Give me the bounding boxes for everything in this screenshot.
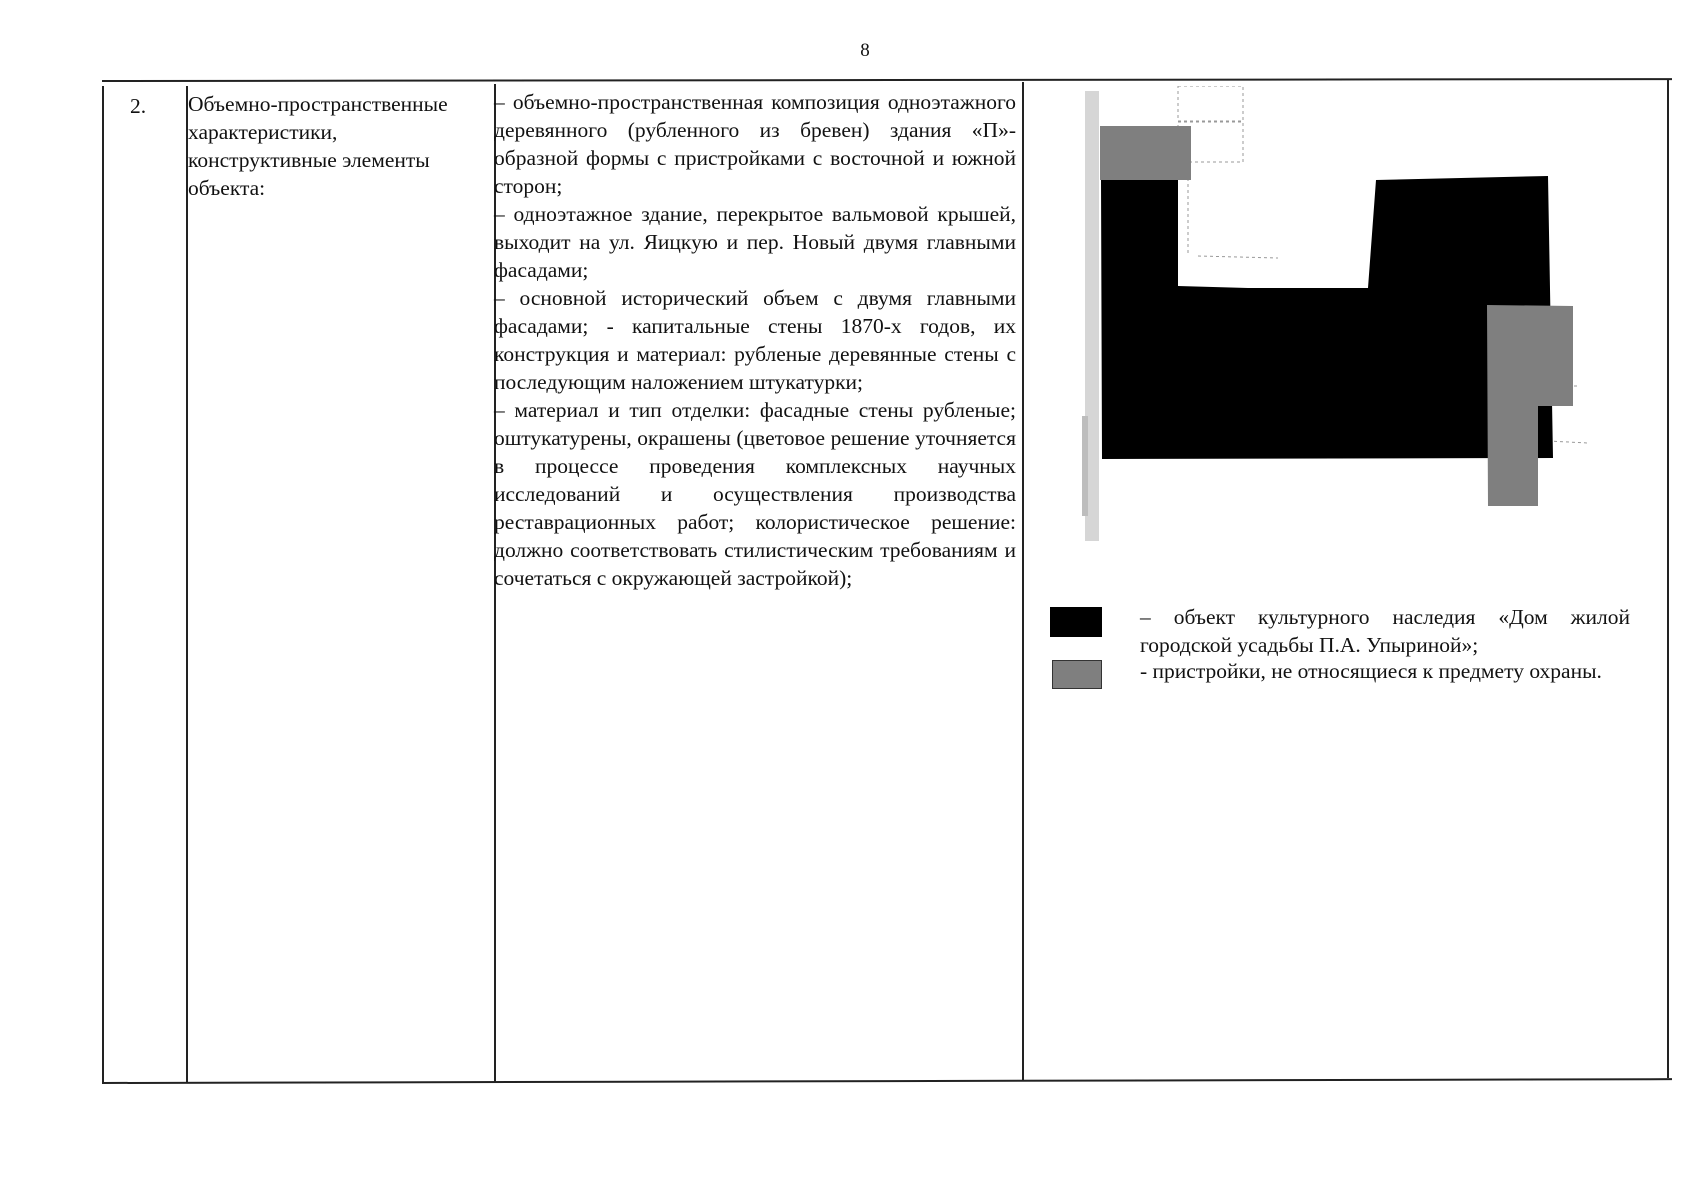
- legend-annex-swatch: [1052, 660, 1102, 689]
- row-number: 2.: [130, 94, 147, 118]
- legend-heritage-text: – объект культурного наследия «Дом жилой городской усадьбы П.А. Упыриной»;: [1140, 605, 1630, 657]
- legend-annex-text: - пристройки, не относящиеся к предмету охраны.: [1140, 659, 1602, 683]
- table-divider-1: [186, 86, 188, 1083]
- building-plan: [1078, 86, 1608, 556]
- annex-east: [1487, 305, 1573, 506]
- annex-north-west: [1100, 126, 1191, 180]
- page-number: 8: [860, 40, 870, 61]
- heritage-building-shape: [1101, 176, 1553, 459]
- table-divider-3: [1022, 82, 1024, 1080]
- table-border-top: [102, 78, 1672, 82]
- description-paragraph: – объемно-пространственная композиция одноэтажного деревянного (рубленного из бревен) здания «П»-образной формы с пристройками с восточной и южной сторон;: [494, 90, 1016, 198]
- plan-scan-strip: [1082, 416, 1088, 516]
- table-border-left: [102, 86, 104, 1084]
- description-paragraph: – основной исторический объем с двумя главными фасадами; - капитальные стены 1870-х годов, их конструкция и материал: рубленые деревянные стены с последующим наложением штукатурки;: [494, 286, 1016, 394]
- description-paragraph: – одноэтажное здание, перекрытое вальмовой крышей, выходит на ул. Яицкую и пер. Новый двумя главными фасадами;: [494, 202, 1016, 282]
- table-border-bottom: [102, 1078, 1672, 1084]
- description-paragraph: – материал и тип отделки: фасадные стены рубленые; оштукатурены, окрашены (цветовое решение уточняется в процессе проведения комплексных научных исследований и осуществления производства реставрационных работ; колористическое решение: должно соответствовать стилистическим требованиям и сочетаться с окружающей застройкой);: [494, 398, 1016, 590]
- description-cell: [494, 88, 1016, 592]
- table-border-right: [1667, 80, 1669, 1078]
- row-title: Объемно-пространственные характеристики, конструктивные элементы объекта:: [188, 92, 448, 200]
- legend-heritage-swatch: [1050, 607, 1102, 637]
